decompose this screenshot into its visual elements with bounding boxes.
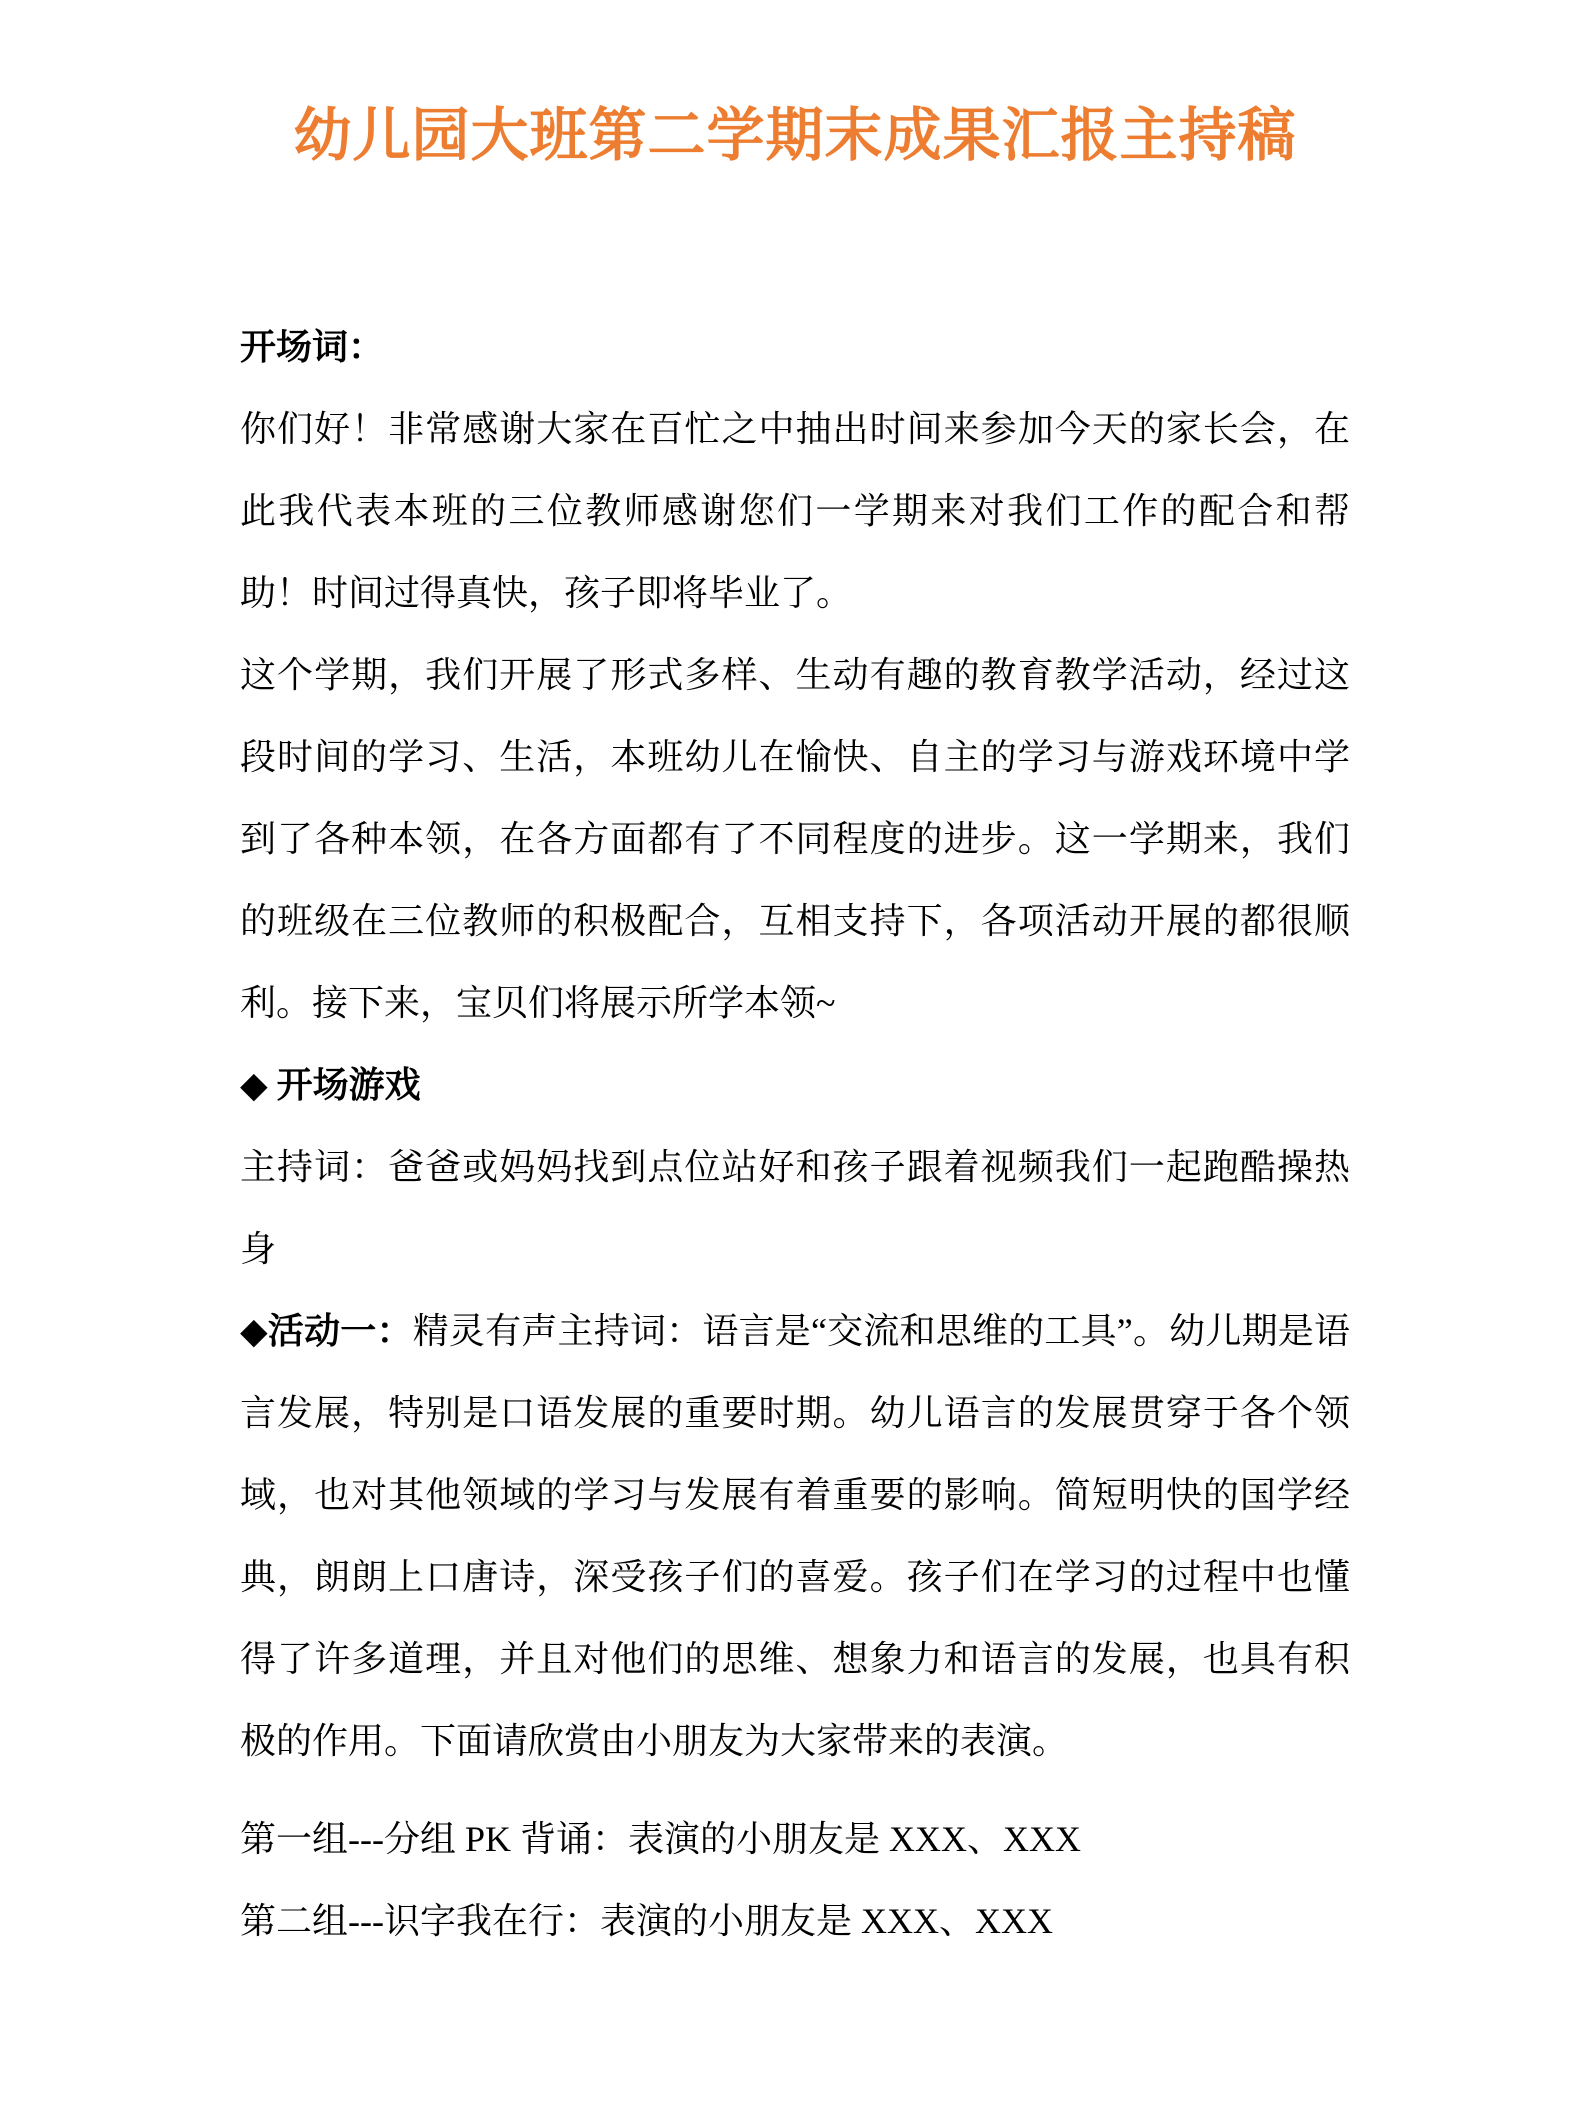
paragraph-6-lead: ◆活动一： <box>240 1310 413 1351</box>
paragraph-4: ◆ 开场游戏 <box>240 1064 421 1105</box>
paragraph-8: 第二组---识字我在行：表演的小朋友是 XXX、XXX <box>240 1900 1053 1941</box>
paragraph-2: 你们好！非常感谢大家在百忙之中抽出时间来参加今天的家长会，在此我代表本班的三位教师感谢您们一学期来对我们工作的配合和帮助！时间过得真快，孩子即将毕业了。 <box>240 408 1350 613</box>
document-title: 幼儿园大班第二学期末成果汇报主持稿 <box>293 103 1297 168</box>
paragraph-7: 第一组---分组 PK 背诵：表演的小朋友是 XXX、XXX <box>240 1818 1081 1859</box>
document-body <box>240 306 1350 1962</box>
paragraph-6: ◆活动一：精灵有声主持词：语言是“交流和思维的工具”。幼儿期是语言发展，特别是口语发展的重要时期。幼儿语言的发展贯穿于各个领域，也对其他领域的学习与发展有着重要的影响。简短明快的国学经典，朗朗上口唐诗，深受孩子们的喜爱。孩子们在学习的过程中也懂得了许多道理，并且对他们的思维、想象力和语言的发展，也具有积极的作用。下面请欣赏由小朋友为大家带来的表演。 <box>240 1310 1350 1761</box>
paragraph-3: 这个学期，我们开展了形式多样、生动有趣的教育教学活动，经过这段时间的学习、生活，本班幼儿在愉快、自主的学习与游戏环境中学到了各种本领，在各方面都有了不同程度的进步。这一学期来，我们的班级在三位教师的积极配合，互相支持下，各项活动开展的都很顺利。接下来，宝贝们将展示所学本领~ <box>240 654 1350 1023</box>
paragraph-1: 开场词： <box>240 326 385 367</box>
paragraph-5: 主持词：爸爸或妈妈找到点位站好和孩子跟着视频我们一起跑酷操热身 <box>240 1146 1350 1269</box>
